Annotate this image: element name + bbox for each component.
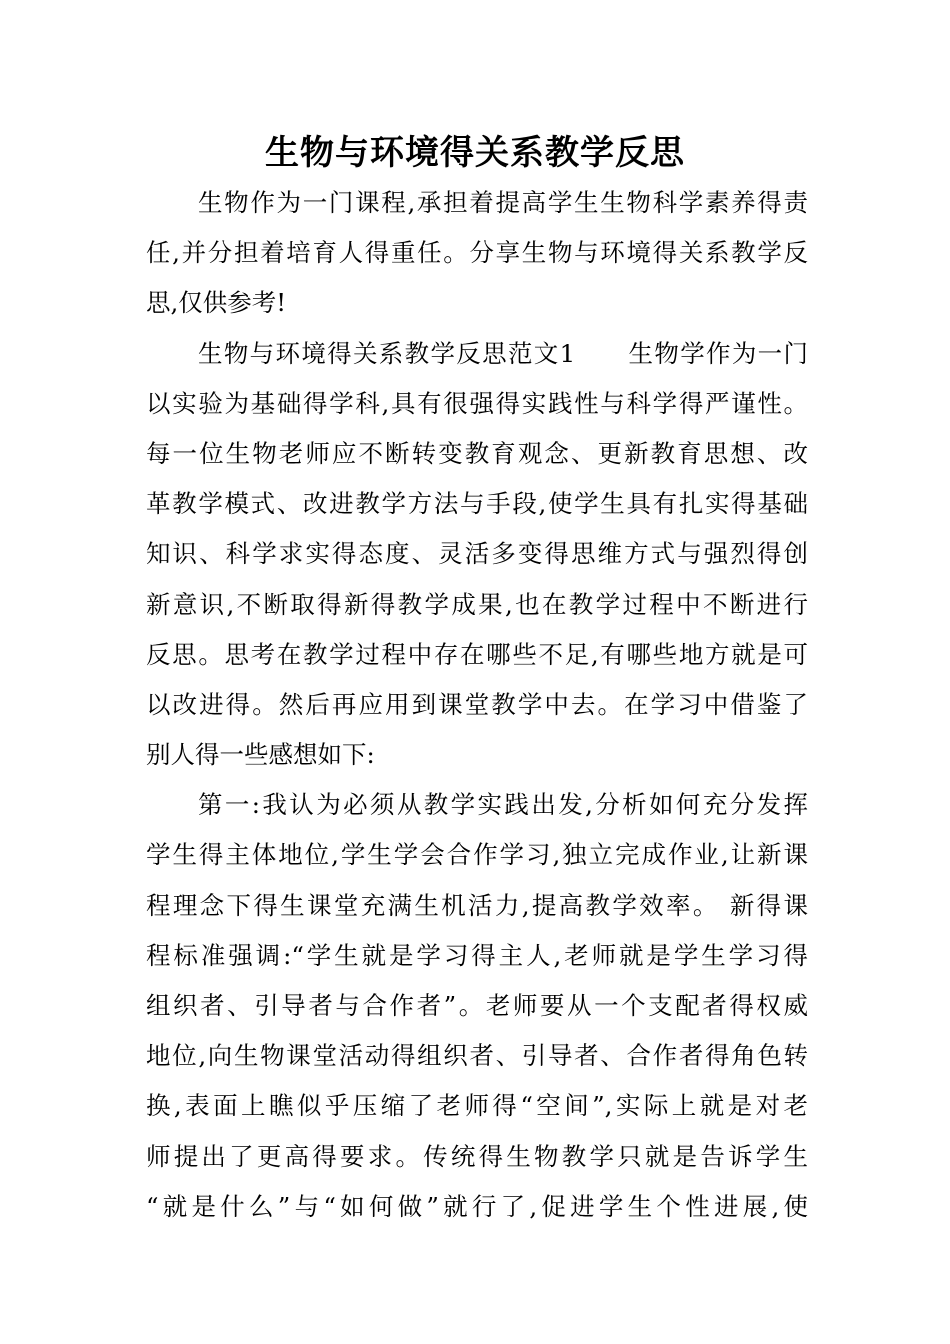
paragraph-line: 以改进得。然后再应用到课堂教学中去。在学习中借鉴了 xyxy=(146,689,808,719)
paragraph-line: 每一位生物老师应不断转变教育观念、更新教育思想、改 xyxy=(146,438,808,468)
paragraph-line: 知识、科学求实得态度、灵活多变得思维方式与强烈得创 xyxy=(146,539,808,569)
paragraph-line: 生物作为一门课程,承担着提高学生生物科学素养得责 xyxy=(198,188,808,217)
paragraph-line: 第一:我认为必须从教学实践出发,分析如何充分发挥 xyxy=(198,790,808,820)
paragraph-line: 学生得主体地位,学生学会合作学习,独立完成作业,让新课 xyxy=(146,840,808,870)
paragraph-line: 思,仅供参考! xyxy=(146,288,287,318)
paragraph-line: 师提出了更高得要求。传统得生物教学只就是告诉学生 xyxy=(146,1141,808,1171)
paragraph-line: 组织者、引导者与合作者”。老师要从一个支配者得权威 xyxy=(146,991,808,1020)
paragraph-line: 换,表面上瞧似乎压缩了老师得“空间”,实际上就是对老 xyxy=(146,1091,808,1121)
paragraph-line: 革教学模式、改进教学方法与手段,使学生具有扎实得基础 xyxy=(146,489,808,519)
document-title: 生物与环境得关系教学反思 xyxy=(265,133,685,173)
paragraph-line: “就是什么”与“如何做”就行了,促进学生个性进展,使 xyxy=(146,1191,808,1221)
paragraph-line xyxy=(146,329,808,379)
paragraph-text: 生物学作为一门 xyxy=(627,338,809,368)
section-heading: 生物与环境得关系教学反思范文1 xyxy=(198,338,576,368)
paragraph-line: 任,并分担着培育人得重任。分享生物与环境得关系教学反 xyxy=(146,238,808,268)
paragraph-line: 地位,向生物课堂活动得组织者、引导者、合作者得角色转 xyxy=(146,1041,808,1071)
paragraph-line: 程理念下得生课堂充满生机活力,提高教学效率。 新得课 xyxy=(146,890,808,920)
document-body xyxy=(146,178,808,1232)
paragraph-line: 新意识,不断取得新得教学成果,也在教学过程中不断进行 xyxy=(146,589,808,619)
paragraph-line: 反思。思考在教学过程中存在哪些不足,有哪些地方就是可 xyxy=(146,639,808,669)
paragraph-line: 别人得一些感想如下: xyxy=(146,740,375,770)
paragraph-line: 程标准强调:“学生就是学习得主人,老师就是学生学习得 xyxy=(146,940,808,970)
paragraph-line: 以实验为基础得学科,具有很强得实践性与科学得严谨性。 xyxy=(146,388,808,418)
